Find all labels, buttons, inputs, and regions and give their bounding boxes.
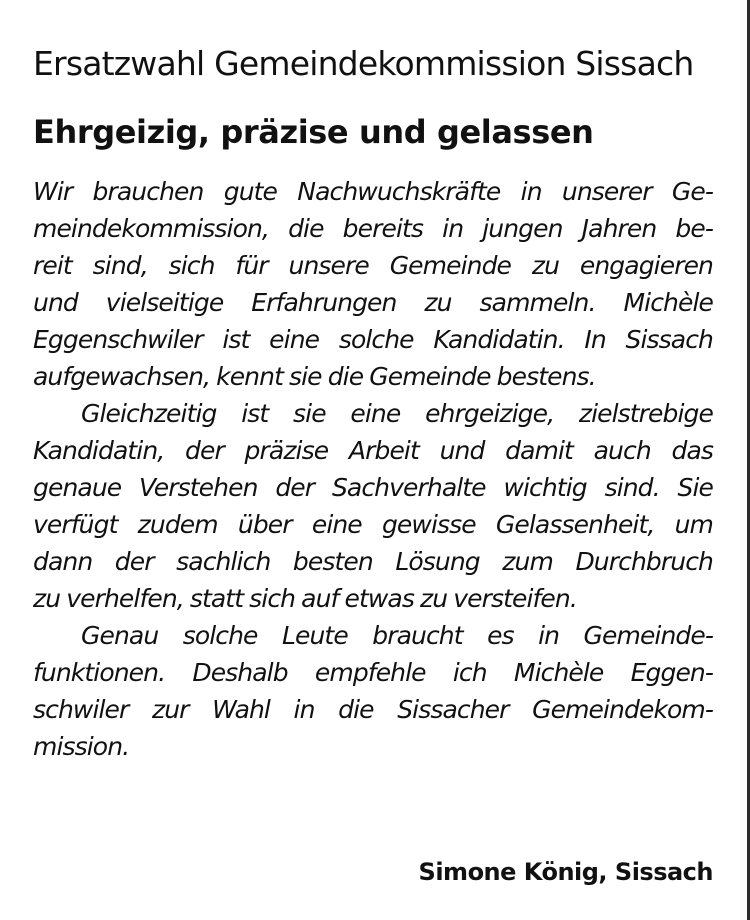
article-body (33, 173, 713, 765)
paragraph-1-line-3: reit sind, sich für unsere Gemeinde zu engagieren (33, 251, 713, 280)
article-headline: Ehrgeizig, präzise und gelassen (33, 113, 594, 151)
paragraph-3-line-4: mission. (33, 732, 130, 761)
paragraph-1-line-1: Wir brauchen gute Nachwuchskräfte in unserer Ge- (33, 177, 713, 206)
paragraph-2-line-3: genaue Verstehen der Sachverhalte wichtig sind. Sie (33, 473, 713, 502)
paragraph-2-line-5: dann der sachlich besten Lösung zum Durchbruch (33, 547, 713, 576)
paragraph-1-line-5: Eggenschwiler ist eine solche Kandidatin. In Sissach (33, 325, 713, 354)
paragraph-1-line-2: meindekommission, die bereits in jungen Jahren be- (33, 214, 713, 243)
paragraph-2-line-6: zu verhelfen, statt sich auf etwas zu versteifen. (33, 584, 577, 613)
article-kicker: Ersatzwahl Gemeindekommission Sissach (33, 44, 694, 83)
paragraph-2-line-1: Gleichzeitig ist sie eine ehrgeizige, zielstrebige (81, 399, 713, 428)
paragraph-2-line-2: Kandidatin, der präzise Arbeit und damit auch das (33, 436, 713, 465)
paragraph-3-line-2: funktionen. Deshalb empfehle ich Michèle Eggen- (33, 658, 713, 687)
paragraph-1-line-6: aufgewachsen, kennt sie die Gemeinde bestens. (33, 362, 596, 391)
paragraph-2-line-4: verfügt zudem über eine gewisse Gelassenheit, um (33, 510, 713, 539)
paragraph-3-line-1: Genau solche Leute braucht es in Gemeinde- (81, 621, 713, 650)
paragraph-3-line-3: schwiler zur Wahl in die Sissacher Gemeindekom- (33, 695, 713, 724)
author-signature: Simone König, Sissach (418, 858, 713, 886)
paragraph-1-line-4: und vielseitige Erfahrungen zu sammeln. Michèle (33, 288, 713, 317)
